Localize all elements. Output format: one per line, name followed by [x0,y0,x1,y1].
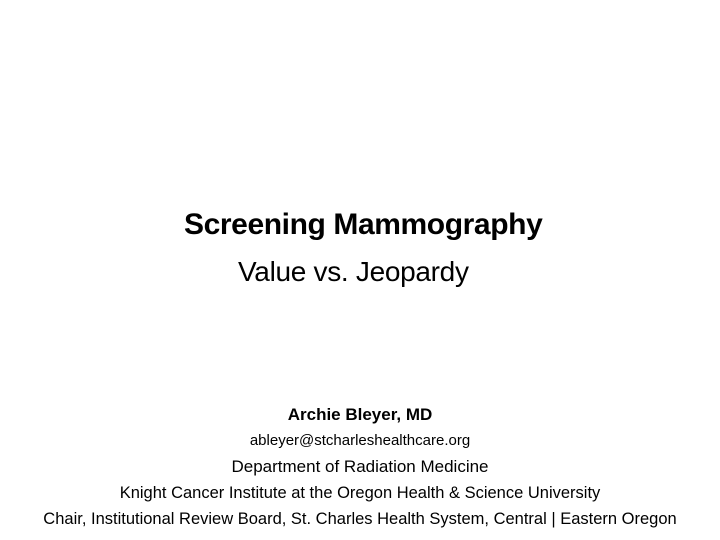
slide-subtitle: Value vs. Jeopardy [238,256,469,287]
author-chair: Chair, Institutional Review Board, St. Charles Health System, Central | Eastern Oregon [43,510,677,528]
author-block [0,402,720,532]
author-institute: Knight Cancer Institute at the Oregon Health & Science University [119,484,601,502]
author-name: Archie Bleyer, MD [287,405,433,424]
author-email: ableyer@stcharleshealthcare.org [249,432,471,449]
author-department: Department of Radiation Medicine [231,457,489,476]
slide-title: Screening Mammography [184,208,543,241]
